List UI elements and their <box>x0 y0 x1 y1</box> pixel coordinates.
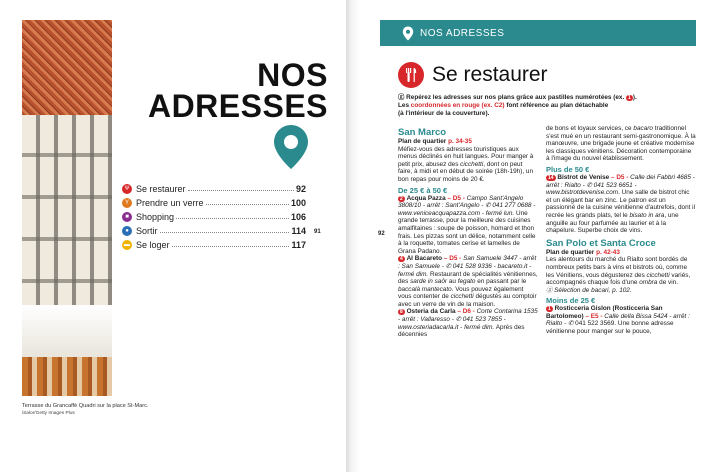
glass-icon: Y <box>122 198 132 208</box>
book-gutter <box>346 0 360 472</box>
toc-label: Sortir <box>136 226 158 236</box>
intro-text: Repérez les adresses sur nos plans grâce aux pastilles numérotées (ex. <box>406 94 625 101</box>
info-icon: ⓖ <box>546 286 553 294</box>
intro-line-1 <box>398 94 696 102</box>
listing-website[interactable]: www.osteriadacarla.it <box>398 323 459 331</box>
section-header-bar <box>380 20 696 46</box>
toc-label: Prendre un verre <box>136 198 204 208</box>
plan-pages: p. 42-43 <box>596 248 620 256</box>
text: en passant par le <box>477 278 527 286</box>
toc-leader <box>188 190 294 191</box>
continued-text <box>546 125 696 163</box>
map-coord: – D5 - <box>443 255 462 263</box>
caption-text: Terrasse du Grancaffè Quadri sur la place St-Marc. <box>22 403 149 409</box>
intro-red-text: coordonnées en rouge (ex. C2) <box>410 102 505 109</box>
toc-item-restaurer[interactable] <box>122 180 306 194</box>
plan-pages: p. 34-35 <box>448 138 472 145</box>
listing-description: Une grande terrasse, pour la meilleure des cuisines amalfitaines : soupe de poisson, homard et thon frais. Les pizzas sont un délice, notamment celle à la roquette, tomates cerise et lamelles de Grana Padano. <box>398 209 536 255</box>
listing-address: Calle della Bissa 5424 - arrêt : Rialto - <box>546 312 690 328</box>
price-heading: De 25 € à 50 € <box>398 185 448 195</box>
price-heading: Moins de 25 € <box>546 296 596 306</box>
toc-item-verre[interactable] <box>122 194 306 208</box>
map-coord: – D5 - <box>447 194 465 202</box>
page-number: 92 <box>378 231 385 237</box>
listing-website[interactable]: www.veniceacquapazza.com <box>398 209 481 217</box>
text: Restaurant de spécialités vénitiennes, des <box>398 270 538 286</box>
toc-leader <box>206 204 289 205</box>
title-line-1: NOS <box>257 57 328 93</box>
listing-address: Campo Sant'Angelo 3808/10 - arrêt : Sant'Angelo - <box>398 194 524 210</box>
listing-name: Bistrot de Venise <box>557 173 610 181</box>
number-badge: 4 <box>400 256 403 263</box>
bed-icon: ▬ <box>124 242 130 248</box>
title-line-2: ADRESSES <box>147 88 328 124</box>
fork-knife-icon <box>398 62 424 88</box>
text: au <box>448 278 456 286</box>
phone-icon: ✆ <box>568 320 574 328</box>
text: Méfiez-vous des adresses touristiques aux menus déclinés en huit langues. Pour manger à petit prix, abusez des <box>398 145 534 168</box>
text: , une anguille au four parfumée au laurier et à la chapelure. Superbe choix de vins. <box>546 211 679 235</box>
listing-al-bacareto <box>398 255 538 308</box>
fork-knife-icon: Ψ <box>122 184 132 194</box>
photo-roof <box>22 20 112 115</box>
italic-text: cicchetti <box>460 160 484 168</box>
section-title: Se restaurer <box>432 63 548 86</box>
table-of-contents <box>122 180 306 250</box>
selection-note <box>546 287 696 295</box>
district-heading: San Marco <box>398 127 447 138</box>
toc-leader <box>176 218 289 219</box>
listing-name: Rosticceria Gislon (Rosticceria San Bartolomeo) <box>546 305 663 320</box>
italic-text: cicchetti <box>646 271 670 279</box>
venice-photo <box>22 20 112 396</box>
italic-text: bacari <box>591 286 609 294</box>
location-pin-icon <box>272 124 310 170</box>
italic-text: bisato in ara <box>629 211 665 219</box>
plan-label: Plan de quartier <box>546 248 595 256</box>
italic-text: ombra <box>639 279 658 287</box>
listing-acqua-pazza <box>398 195 538 256</box>
district-intro <box>398 146 538 184</box>
listing-closed: - fermé dim. <box>398 262 532 278</box>
toc-page: 117 <box>291 240 306 250</box>
bag-icon: ■ <box>122 212 132 222</box>
right-page <box>360 0 720 472</box>
listing-address: Calle dei Fabbri 4685 - arrêt : Rialto - <box>546 173 695 189</box>
italic-text: sarde in saôr <box>410 278 448 286</box>
info-icon: ⓖ <box>398 94 405 101</box>
italic-text: fegato <box>457 278 476 286</box>
toc-page: 100 <box>290 198 306 208</box>
photo-caption <box>22 402 192 418</box>
text: de bons et loyaux services, ce <box>546 125 632 132</box>
listing-closed: - fermé lun. <box>481 209 515 217</box>
header-title: NOS ADRESSES <box>420 27 505 39</box>
listing-bistrot-de-venise <box>546 174 696 235</box>
map-coord: – D6 - <box>457 308 475 316</box>
location-pin-icon <box>402 26 414 41</box>
plan-reference <box>398 138 538 146</box>
italic-text: bacaro <box>633 125 653 132</box>
toc-item-sortir[interactable] <box>122 222 306 236</box>
text: . Une salle de bistrot chic et un élégant bar en zinc. Le patron est un passionné de la cuisine vénitienne d'autrefois, dont il recrée les grands plats, tel le <box>546 189 696 219</box>
plan-label: Plan de quartier <box>398 138 447 145</box>
price-heading: Plus de 50 € <box>546 164 590 174</box>
photo-terrace <box>22 357 112 396</box>
italic-text: baccalà mantecato <box>398 285 452 293</box>
number-badge: 8 <box>400 309 403 316</box>
listing-address: San Samuele 3447 - arrêt : San Samuele - <box>398 255 537 270</box>
toc-page: 92 <box>295 184 306 194</box>
intro-line-3: (à l'intérieur de la couverture). <box>398 110 490 117</box>
listing-phone: 041 523 6651 - <box>593 181 637 189</box>
toc-item-shopping[interactable] <box>122 208 306 222</box>
photo-awning <box>22 305 112 357</box>
text: Sélection de <box>554 286 590 294</box>
listing-name: Acqua Pazza <box>406 194 446 202</box>
text: variés, accompagnés chaque fois d'une <box>546 271 691 287</box>
district-heading: San Polo et Santa Croce <box>546 237 656 249</box>
toc-item-loger[interactable] <box>122 236 306 250</box>
left-page <box>0 0 346 472</box>
intro-text: ). <box>632 94 637 101</box>
page-title <box>147 57 328 124</box>
toc-page: 114 <box>291 226 306 236</box>
intro-text: font référence au plan détachable <box>506 102 609 109</box>
toc-label: Se restaurer <box>136 184 186 194</box>
page-number: 91 <box>314 229 321 235</box>
column-1 <box>398 127 538 339</box>
photo-facade <box>22 115 112 305</box>
listing-osteria-da-carla <box>398 308 538 338</box>
text: , p. 102. <box>608 286 632 294</box>
plan-reference <box>546 249 696 257</box>
listing-phone: 041 528 9336 - <box>452 262 496 270</box>
phone-icon: ✆ <box>455 316 462 324</box>
listing-phone: 041 277 0688 - <box>492 202 536 210</box>
map-coord: – D5 - <box>610 173 629 181</box>
listing-website[interactable]: www.bistrotdevenise.com <box>546 189 619 197</box>
listing-phone: 041 522 3569. <box>575 320 617 328</box>
phone-icon: ✆ <box>445 262 451 270</box>
listing-closed: - fermé dim. <box>460 323 495 331</box>
listing-website[interactable]: bacareto.it <box>497 262 528 270</box>
listing-name: Osteria da Carla <box>406 308 456 316</box>
text: de vin. <box>659 279 678 287</box>
column-2 <box>546 125 696 336</box>
map-coord: – E5 - <box>585 312 603 320</box>
phone-icon: ✆ <box>485 202 491 210</box>
italic-text: cicchetti <box>450 293 474 301</box>
mask-icon: ● <box>122 226 132 236</box>
text: traditionnel s'est mué en un restaurant semi-gastronomique. À la manœuvre, une brigade jeune et créative modernise les classiques vénitiens. Décoration contemporaine à l'image du nouvel établissement. <box>546 125 696 163</box>
photo-credit: iSalor/Getty Images Plus <box>22 411 75 416</box>
listing-rosticceria-gislon <box>546 305 696 335</box>
section-heading <box>398 62 548 88</box>
phone-icon: ✆ <box>586 181 592 189</box>
number-badge: 14 <box>548 174 554 181</box>
listing-description: Une bonne adresse vénitienne pour manger sur le pouce, <box>546 320 674 336</box>
text: . Vous pouvez également vous contenter de <box>398 285 524 301</box>
intro-line-2 <box>398 102 696 110</box>
number-badge: 2 <box>400 195 403 202</box>
toc-label: Shopping <box>136 212 175 222</box>
toc-leader <box>172 246 290 247</box>
listing-phone: 041 523 7855 - <box>462 316 506 324</box>
number-badge: 1 <box>548 306 551 313</box>
number-badge: 1 <box>628 95 631 101</box>
listing-name: Al Bacareto <box>406 255 443 263</box>
toc-label: Se loger <box>136 240 170 250</box>
district-intro <box>546 256 696 286</box>
text: dégustés au comptoir avec un verre de vin de la maison. <box>398 293 537 308</box>
listing-address: Corte Contarina 1535 - arrêt : Vallaresso - <box>398 308 538 324</box>
intro-note <box>398 94 696 118</box>
text: Les alentours du marché du Rialto sont bordés de nombreux petits bars à vins et bistrots où, comme les Vénitiens, vous dégusterez des <box>546 256 688 279</box>
intro-text: Les <box>398 102 410 109</box>
toc-leader <box>160 232 290 233</box>
text: , dont on peut faire, à midi et en début de soirée (18h-19h), un bon repas pour moins de 20 €. <box>398 160 533 183</box>
toc-page: 106 <box>290 212 306 222</box>
listing-description: Après des décennies <box>398 323 525 339</box>
